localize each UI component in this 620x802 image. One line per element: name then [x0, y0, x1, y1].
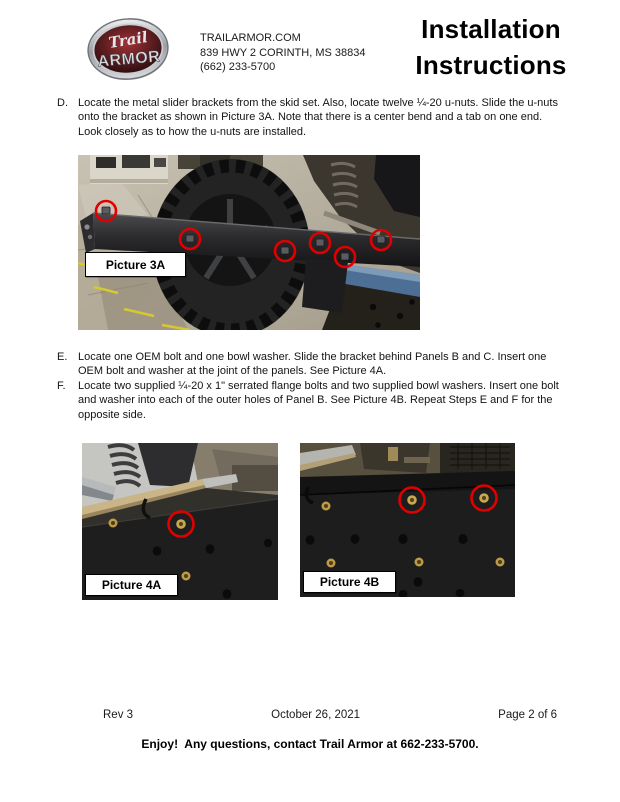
step-text: Locate two supplied ¼-20 x 1" serrated flange bolts and two supplied bowl washers. Insert one bolt and washer into each of the outer holes of Panel B. See Picture 4B. Repeat Steps E and F for the opposite side.	[78, 379, 559, 421]
company-contact-block	[200, 31, 365, 75]
picture-4a-label: Picture 4A	[85, 574, 178, 596]
picture-4b-label: Picture 4B	[303, 571, 396, 593]
picture-4a-photo	[82, 443, 278, 600]
step-letter: F.	[57, 379, 66, 392]
footer-row	[0, 709, 620, 721]
picture-3a-graphic	[78, 155, 420, 330]
step-row	[57, 350, 562, 379]
footer-date: October 26, 2021	[271, 709, 361, 721]
trail-armor-logo-badge	[86, 16, 170, 82]
step-row	[57, 96, 562, 139]
footer-page-number: Page 2 of 6	[498, 709, 557, 721]
footer-contact-note: Enjoy! Any questions, contact Trail Armor at 662-233-5700.	[141, 737, 479, 751]
footer-revision: Rev 3	[103, 709, 134, 721]
trail-armor-logo	[86, 16, 170, 87]
company-website: TRAILARMOR.COM	[200, 32, 301, 44]
step-letter: E.	[57, 351, 68, 363]
instruction-steps-e-f	[57, 350, 562, 422]
picture-3a-label: Picture 3A	[85, 252, 186, 277]
pallet-with-parts	[90, 155, 168, 184]
step-row	[57, 379, 562, 422]
page-title-line1: Installation	[421, 14, 561, 44]
picture-3a-photo	[78, 155, 420, 330]
company-address: 839 HWY 2 CORINTH, MS 38834	[200, 46, 366, 59]
picture-4b-photo	[300, 443, 515, 597]
step-text: Locate the metal slider brackets from the skid set. Also, locate twelve ¼-20 u-nuts. Slide the u-nuts onto the bracket as shown in Picture 3A. Note that there is a center bend and a tab on one end. Look closely as to how the u-nuts are installed.	[78, 97, 558, 138]
step-letter: D.	[57, 97, 68, 109]
company-phone: (662) 233-5700	[200, 61, 276, 73]
page-title	[393, 11, 589, 83]
logo-script-text: Trail	[107, 28, 149, 52]
page-title-line2: Instructions	[415, 50, 567, 80]
step-text: Locate one OEM bolt and one bowl washer. Slide the bracket behind Panels B and C. Insert one OEM bolt and washer at the joint of the panels. See Picture 4A.	[78, 351, 547, 378]
instruction-step-d	[57, 96, 562, 139]
logo-block-text: ARMOR	[96, 48, 162, 71]
